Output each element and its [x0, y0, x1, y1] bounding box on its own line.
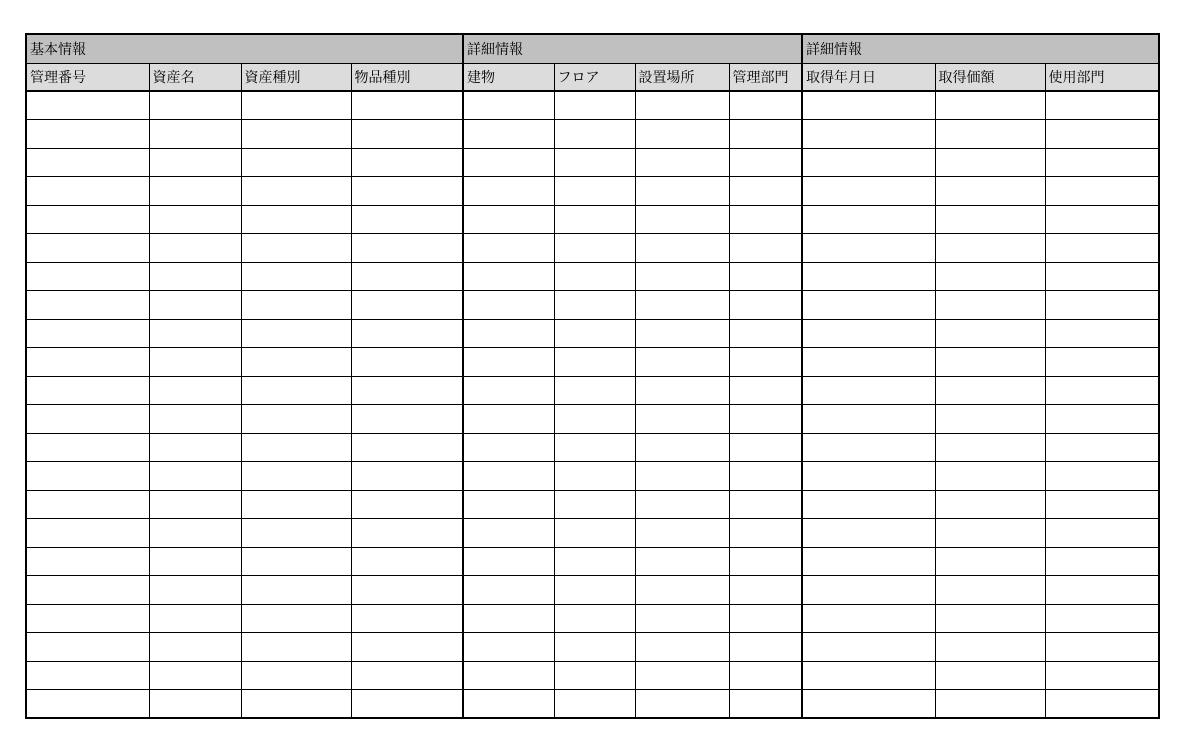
- table-row: [26, 462, 1159, 491]
- table-cell: [351, 690, 463, 719]
- table-cell: [26, 120, 149, 149]
- table-cell: [935, 462, 1045, 491]
- table-cell: [935, 633, 1045, 662]
- table-cell: [802, 262, 935, 291]
- table-cell: [463, 490, 554, 519]
- table-cell: [554, 234, 635, 263]
- table-cell: [802, 376, 935, 405]
- table-cell: [635, 234, 729, 263]
- table-cell: [26, 604, 149, 633]
- table-cell: [241, 177, 351, 206]
- column-header-cell-4: 建物: [463, 63, 554, 91]
- table-cell: [1045, 433, 1159, 462]
- table-cell: [241, 348, 351, 377]
- table-cell: [554, 205, 635, 234]
- table-cell: [635, 433, 729, 462]
- column-header-cell-6: 設置場所: [635, 63, 729, 91]
- table-cell: [935, 148, 1045, 177]
- table-row: [26, 91, 1159, 120]
- table-cell: [554, 376, 635, 405]
- table-cell: [635, 120, 729, 149]
- table-cell: [463, 319, 554, 348]
- group-header-cell-1: 詳細情報: [463, 34, 802, 63]
- table-cell: [463, 148, 554, 177]
- table-cell: [149, 490, 241, 519]
- table-cell: [351, 604, 463, 633]
- table-cell: [635, 519, 729, 548]
- table-cell: [935, 547, 1045, 576]
- table-cell: [729, 148, 802, 177]
- table-cell: [635, 690, 729, 719]
- table-cell: [26, 177, 149, 206]
- table-cell: [149, 633, 241, 662]
- table-cell: [729, 262, 802, 291]
- table-cell: [935, 576, 1045, 605]
- table-cell: [802, 604, 935, 633]
- table-cell: [149, 433, 241, 462]
- table-cell: [802, 633, 935, 662]
- table-cell: [802, 462, 935, 491]
- table-cell: [351, 576, 463, 605]
- table-cell: [554, 604, 635, 633]
- table-cell: [1045, 490, 1159, 519]
- table-cell: [463, 291, 554, 320]
- table-cell: [554, 690, 635, 719]
- column-header-cell-7: 管理部門: [729, 63, 802, 91]
- table-cell: [935, 319, 1045, 348]
- table-row: [26, 319, 1159, 348]
- table-cell: [26, 433, 149, 462]
- table-row: [26, 234, 1159, 263]
- table-cell: [935, 205, 1045, 234]
- asset-ledger-table: [25, 33, 1160, 719]
- table-row: [26, 205, 1159, 234]
- column-header-cell-10: 使用部門: [1045, 63, 1159, 91]
- table-cell: [1045, 405, 1159, 434]
- group-header-cell-0: 基本情報: [26, 34, 463, 63]
- table-cell: [635, 148, 729, 177]
- table-cell: [729, 490, 802, 519]
- table-cell: [463, 661, 554, 690]
- table-cell: [729, 462, 802, 491]
- table-cell: [241, 205, 351, 234]
- table-cell: [935, 291, 1045, 320]
- column-header-cell-5: フロア: [554, 63, 635, 91]
- table-cell: [554, 319, 635, 348]
- table-cell: [729, 291, 802, 320]
- table-cell: [351, 490, 463, 519]
- table-row: [26, 433, 1159, 462]
- group-header-row: [26, 34, 1159, 63]
- table-cell: [935, 433, 1045, 462]
- table-cell: [554, 462, 635, 491]
- table-cell: [241, 576, 351, 605]
- table-cell: [463, 120, 554, 149]
- table-cell: [1045, 348, 1159, 377]
- table-cell: [241, 319, 351, 348]
- table-cell: [1045, 633, 1159, 662]
- table-cell: [26, 376, 149, 405]
- table-row: [26, 547, 1159, 576]
- table-cell: [351, 319, 463, 348]
- table-cell: [802, 148, 935, 177]
- column-header-cell-9: 取得価額: [935, 63, 1045, 91]
- table-cell: [1045, 148, 1159, 177]
- table-cell: [802, 91, 935, 120]
- table-row: [26, 348, 1159, 377]
- table-row: [26, 661, 1159, 690]
- table-cell: [802, 576, 935, 605]
- table-cell: [463, 177, 554, 206]
- table-cell: [554, 433, 635, 462]
- table-cell: [554, 348, 635, 377]
- table-cell: [635, 348, 729, 377]
- table-cell: [554, 262, 635, 291]
- table-cell: [26, 576, 149, 605]
- table-cell: [463, 604, 554, 633]
- table-cell: [463, 519, 554, 548]
- table-cell: [351, 205, 463, 234]
- table-row: [26, 519, 1159, 548]
- table-cell: [554, 576, 635, 605]
- table-cell: [554, 633, 635, 662]
- table-cell: [241, 148, 351, 177]
- table-cell: [149, 91, 241, 120]
- table-cell: [635, 205, 729, 234]
- table-cell: [351, 405, 463, 434]
- table-cell: [554, 661, 635, 690]
- column-header-cell-0: 管理番号: [26, 63, 149, 91]
- table-cell: [935, 690, 1045, 719]
- table-cell: [635, 661, 729, 690]
- table-cell: [26, 405, 149, 434]
- table-cell: [935, 91, 1045, 120]
- table-cell: [463, 690, 554, 719]
- table-cell: [351, 262, 463, 291]
- table-cell: [935, 490, 1045, 519]
- table-cell: [802, 547, 935, 576]
- table-cell: [463, 205, 554, 234]
- table-cell: [554, 91, 635, 120]
- table-cell: [351, 519, 463, 548]
- table-cell: [935, 604, 1045, 633]
- table-cell: [463, 91, 554, 120]
- table-cell: [935, 262, 1045, 291]
- table-cell: [351, 91, 463, 120]
- table-cell: [1045, 91, 1159, 120]
- table-row: [26, 405, 1159, 434]
- table-cell: [26, 462, 149, 491]
- table-cell: [802, 177, 935, 206]
- table-cell: [802, 405, 935, 434]
- table-cell: [802, 319, 935, 348]
- table-cell: [26, 234, 149, 263]
- table-cell: [554, 148, 635, 177]
- table-cell: [1045, 576, 1159, 605]
- table-cell: [935, 120, 1045, 149]
- table-cell: [802, 205, 935, 234]
- table-cell: [241, 433, 351, 462]
- table-cell: [729, 604, 802, 633]
- table-cell: [635, 291, 729, 320]
- table-cell: [149, 148, 241, 177]
- table-cell: [554, 177, 635, 206]
- table-cell: [351, 462, 463, 491]
- table-cell: [554, 291, 635, 320]
- table-cell: [635, 604, 729, 633]
- table-cell: [149, 177, 241, 206]
- table-cell: [241, 547, 351, 576]
- table-cell: [26, 633, 149, 662]
- table-row: [26, 576, 1159, 605]
- table-cell: [241, 262, 351, 291]
- table-cell: [351, 148, 463, 177]
- table-cell: [1045, 462, 1159, 491]
- table-cell: [463, 234, 554, 263]
- group-header-cell-2: 詳細情報: [802, 34, 1159, 63]
- table-row: [26, 262, 1159, 291]
- table-cell: [729, 433, 802, 462]
- table-cell: [149, 519, 241, 548]
- table-cell: [26, 348, 149, 377]
- table-row: [26, 633, 1159, 662]
- table-cell: [635, 177, 729, 206]
- table-cell: [241, 291, 351, 320]
- table-cell: [1045, 234, 1159, 263]
- table-cell: [351, 547, 463, 576]
- table-cell: [1045, 120, 1159, 149]
- table-cell: [635, 376, 729, 405]
- table-cell: [463, 405, 554, 434]
- table-cell: [149, 661, 241, 690]
- table-row: [26, 690, 1159, 719]
- table-cell: [935, 234, 1045, 263]
- table-cell: [26, 262, 149, 291]
- table-cell: [241, 376, 351, 405]
- table-cell: [241, 120, 351, 149]
- table-cell: [26, 319, 149, 348]
- table-cell: [635, 405, 729, 434]
- table-row: [26, 376, 1159, 405]
- table-cell: [729, 519, 802, 548]
- table-cell: [554, 490, 635, 519]
- column-header-cell-3: 物品種別: [351, 63, 463, 91]
- table-cell: [26, 490, 149, 519]
- table-cell: [241, 490, 351, 519]
- table-cell: [149, 262, 241, 291]
- table-cell: [554, 405, 635, 434]
- table-cell: [935, 177, 1045, 206]
- table-cell: [149, 319, 241, 348]
- table-cell: [26, 690, 149, 719]
- table-cell: [935, 376, 1045, 405]
- table-cell: [1045, 177, 1159, 206]
- table-cell: [1045, 262, 1159, 291]
- table-cell: [802, 348, 935, 377]
- table-cell: [729, 376, 802, 405]
- table-cell: [729, 547, 802, 576]
- table-cell: [729, 633, 802, 662]
- table-cell: [149, 291, 241, 320]
- table-cell: [241, 234, 351, 263]
- table-cell: [729, 234, 802, 263]
- table-cell: [729, 120, 802, 149]
- table-cell: [635, 262, 729, 291]
- table-cell: [351, 177, 463, 206]
- table-cell: [26, 205, 149, 234]
- table-cell: [802, 234, 935, 263]
- table-cell: [935, 519, 1045, 548]
- table-cell: [463, 433, 554, 462]
- table-cell: [1045, 661, 1159, 690]
- table-cell: [26, 661, 149, 690]
- table-cell: [554, 120, 635, 149]
- table-cell: [351, 234, 463, 263]
- table-cell: [802, 120, 935, 149]
- table-cell: [1045, 205, 1159, 234]
- table-row: [26, 490, 1159, 519]
- table-cell: [635, 576, 729, 605]
- table-cell: [26, 519, 149, 548]
- table-cell: [729, 661, 802, 690]
- table-cell: [351, 661, 463, 690]
- table-row: [26, 177, 1159, 206]
- table-row: [26, 604, 1159, 633]
- table-cell: [351, 348, 463, 377]
- table-cell: [149, 576, 241, 605]
- table-cell: [1045, 690, 1159, 719]
- table-cell: [149, 690, 241, 719]
- table-cell: [935, 405, 1045, 434]
- table-cell: [1045, 291, 1159, 320]
- table-cell: [463, 462, 554, 491]
- table-cell: [729, 690, 802, 719]
- table-cell: [1045, 376, 1159, 405]
- column-header-row: [26, 63, 1159, 91]
- table-cell: [241, 91, 351, 120]
- table-cell: [463, 633, 554, 662]
- table-cell: [802, 519, 935, 548]
- table-cell: [149, 376, 241, 405]
- column-header-cell-8: 取得年月日: [802, 63, 935, 91]
- table-cell: [149, 405, 241, 434]
- table-cell: [149, 547, 241, 576]
- table-cell: [729, 205, 802, 234]
- table-cell: [26, 547, 149, 576]
- table-cell: [635, 462, 729, 491]
- table-cell: [149, 234, 241, 263]
- table-cell: [241, 604, 351, 633]
- table-cell: [802, 433, 935, 462]
- table-cell: [635, 547, 729, 576]
- table-cell: [935, 661, 1045, 690]
- table-cell: [463, 348, 554, 377]
- table-cell: [935, 348, 1045, 377]
- table-cell: [729, 405, 802, 434]
- table-cell: [1045, 519, 1159, 548]
- table-cell: [729, 576, 802, 605]
- table-cell: [241, 519, 351, 548]
- table-cell: [635, 633, 729, 662]
- table-body: [26, 91, 1159, 718]
- table-cell: [802, 661, 935, 690]
- table-cell: [554, 547, 635, 576]
- table-cell: [729, 177, 802, 206]
- table-cell: [463, 376, 554, 405]
- table-cell: [729, 348, 802, 377]
- table-cell: [351, 376, 463, 405]
- table-cell: [1045, 319, 1159, 348]
- table-cell: [149, 348, 241, 377]
- table-row: [26, 148, 1159, 177]
- table-cell: [635, 91, 729, 120]
- table-cell: [1045, 604, 1159, 633]
- table-cell: [26, 291, 149, 320]
- table-cell: [351, 120, 463, 149]
- column-header-cell-1: 資産名: [149, 63, 241, 91]
- table-cell: [149, 462, 241, 491]
- table-cell: [26, 148, 149, 177]
- table-row: [26, 120, 1159, 149]
- table-cell: [463, 547, 554, 576]
- table-cell: [729, 91, 802, 120]
- table-cell: [802, 291, 935, 320]
- table-row: [26, 291, 1159, 320]
- table-cell: [26, 91, 149, 120]
- table-cell: [802, 690, 935, 719]
- table-cell: [802, 490, 935, 519]
- table-cell: [635, 490, 729, 519]
- table-cell: [149, 604, 241, 633]
- table-cell: [241, 405, 351, 434]
- table-cell: [351, 633, 463, 662]
- table-cell: [635, 319, 729, 348]
- table-cell: [241, 462, 351, 491]
- table-cell: [149, 120, 241, 149]
- column-header-cell-2: 資産種別: [241, 63, 351, 91]
- table-cell: [1045, 547, 1159, 576]
- table-cell: [351, 291, 463, 320]
- table-cell: [241, 690, 351, 719]
- table-cell: [554, 519, 635, 548]
- table-cell: [729, 319, 802, 348]
- table-cell: [463, 262, 554, 291]
- table-cell: [149, 205, 241, 234]
- table-cell: [241, 661, 351, 690]
- table-cell: [463, 576, 554, 605]
- table-cell: [351, 433, 463, 462]
- table-cell: [241, 633, 351, 662]
